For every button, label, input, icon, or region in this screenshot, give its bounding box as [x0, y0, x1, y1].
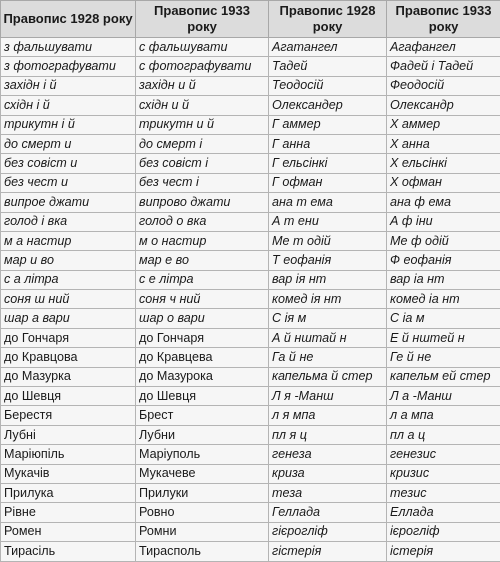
cell-1928-right: Тадей — [269, 57, 387, 76]
cell-1933-right: Х аммер — [387, 115, 500, 134]
cell-1928-right: Г анна — [269, 134, 387, 153]
cell-1933-right: Л а -Манш — [387, 387, 500, 406]
cell-1928-left: Рівне — [1, 503, 136, 522]
table-row — [1, 212, 500, 231]
table-row — [1, 96, 500, 115]
cell-1928-right: криза — [269, 464, 387, 483]
cell-1928-left: до Мазурка — [1, 367, 136, 386]
cell-1933-right: комед іа нт — [387, 290, 500, 309]
cell-1933-left: Прилуки — [136, 483, 269, 502]
cell-1928-right: Т еофанія — [269, 251, 387, 270]
cell-1933-left: голод о вка — [136, 212, 269, 231]
table-row — [1, 542, 500, 561]
cell-1928-left: мар и во — [1, 251, 136, 270]
cell-1933-right: Х офман — [387, 173, 500, 192]
cell-1928-right: С ія м — [269, 309, 387, 328]
cell-1933-right: Еллада — [387, 503, 500, 522]
cell-1933-right: Фадей і Тадей — [387, 57, 500, 76]
cell-1928-right: А й нштай н — [269, 328, 387, 347]
table-row — [1, 367, 500, 386]
cell-1933-left: до Кравцева — [136, 348, 269, 367]
cell-1928-right: Геллада — [269, 503, 387, 522]
table-row — [1, 173, 500, 192]
cell-1933-right: Ф еофанія — [387, 251, 500, 270]
cell-1933-right: Олександр — [387, 96, 500, 115]
cell-1928-left: до смерт и — [1, 134, 136, 153]
cell-1933-left: м о настир — [136, 231, 269, 250]
cell-1933-left: с фальшувати — [136, 38, 269, 57]
cell-1933-left: Брест — [136, 406, 269, 425]
table-row — [1, 57, 500, 76]
header-cell-1933-right: Правопис 1933 року — [387, 1, 500, 38]
cell-1933-left: с фотографувати — [136, 57, 269, 76]
cell-1928-left: Ромен — [1, 522, 136, 541]
table-row — [1, 464, 500, 483]
cell-1933-right: Х анна — [387, 134, 500, 153]
cell-1933-right: Е й нштей н — [387, 328, 500, 347]
cell-1928-right: Агатангел — [269, 38, 387, 57]
cell-1933-right: Феодосій — [387, 76, 500, 95]
table-row — [1, 134, 500, 153]
table-row — [1, 503, 500, 522]
cell-1928-left: Берестя — [1, 406, 136, 425]
header-row — [1, 1, 500, 38]
table-row — [1, 445, 500, 464]
table-row — [1, 328, 500, 347]
cell-1933-right: л а мпа — [387, 406, 500, 425]
header-cell-1933-left: Правопис 1933 року — [136, 1, 269, 38]
table-row — [1, 115, 500, 134]
table-row — [1, 76, 500, 95]
cell-1933-left: с е літра — [136, 270, 269, 289]
cell-1933-right: Х ельсінкі — [387, 154, 500, 173]
cell-1933-right: істерія — [387, 542, 500, 561]
cell-1928-right: генеза — [269, 445, 387, 464]
table-row — [1, 309, 500, 328]
cell-1928-right: Олександер — [269, 96, 387, 115]
cell-1928-right: Теодосій — [269, 76, 387, 95]
cell-1928-right: л я мпа — [269, 406, 387, 425]
cell-1933-right: ана ф ема — [387, 193, 500, 212]
cell-1928-right: капельма й стер — [269, 367, 387, 386]
cell-1933-left: до смерт і — [136, 134, 269, 153]
table-header — [1, 1, 500, 38]
cell-1928-right: теза — [269, 483, 387, 502]
table-row — [1, 290, 500, 309]
table-row — [1, 483, 500, 502]
table-row — [1, 348, 500, 367]
cell-1928-left: випрое джати — [1, 193, 136, 212]
cell-1933-left: соня ч ний — [136, 290, 269, 309]
cell-1933-right: генезис — [387, 445, 500, 464]
cell-1933-right: А ф іни — [387, 212, 500, 231]
cell-1928-right: ана т ема — [269, 193, 387, 212]
cell-1933-right: кризис — [387, 464, 500, 483]
cell-1933-right: С іа м — [387, 309, 500, 328]
cell-1928-left: м а настир — [1, 231, 136, 250]
cell-1928-right: Га й не — [269, 348, 387, 367]
table-row — [1, 154, 500, 173]
cell-1933-left: до Гончаря — [136, 328, 269, 347]
cell-1928-left: до Гончаря — [1, 328, 136, 347]
cell-1928-right: Г ельсінкі — [269, 154, 387, 173]
table-row — [1, 231, 500, 250]
table-row — [1, 406, 500, 425]
cell-1933-left: Тирасполь — [136, 542, 269, 561]
cell-1933-left: східн и й — [136, 96, 269, 115]
cell-1933-left: випрово джати — [136, 193, 269, 212]
cell-1933-left: трикутн и й — [136, 115, 269, 134]
table-body — [1, 38, 500, 562]
cell-1928-right: А т ени — [269, 212, 387, 231]
cell-1933-left: шар о вари — [136, 309, 269, 328]
cell-1928-right: Г офман — [269, 173, 387, 192]
cell-1928-left: східн і й — [1, 96, 136, 115]
cell-1928-left: Лубні — [1, 425, 136, 444]
cell-1928-right: комед ія нт — [269, 290, 387, 309]
cell-1928-left: шар а вари — [1, 309, 136, 328]
cell-1928-right: вар ія нт — [269, 270, 387, 289]
cell-1933-left: мар е во — [136, 251, 269, 270]
cell-1933-left: без совіст і — [136, 154, 269, 173]
cell-1928-left: до Шевця — [1, 387, 136, 406]
table-row — [1, 251, 500, 270]
cell-1928-right: Ме т одій — [269, 231, 387, 250]
cell-1933-left: Ровно — [136, 503, 269, 522]
header-cell-1928-right: Правопис 1928 року — [269, 1, 387, 38]
cell-1928-left: з фотографувати — [1, 57, 136, 76]
cell-1928-right: Л я -Манш — [269, 387, 387, 406]
table-row — [1, 425, 500, 444]
cell-1933-left: Маріуполь — [136, 445, 269, 464]
cell-1933-right: капельм ей стер — [387, 367, 500, 386]
table-row — [1, 270, 500, 289]
cell-1928-left: голод і вка — [1, 212, 136, 231]
table-row — [1, 38, 500, 57]
cell-1928-left: Мукачів — [1, 464, 136, 483]
cell-1933-right: Ме ф одій — [387, 231, 500, 250]
cell-1928-left: до Кравцова — [1, 348, 136, 367]
cell-1933-left: Ромни — [136, 522, 269, 541]
cell-1933-right: тезис — [387, 483, 500, 502]
cell-1928-left: с а літра — [1, 270, 136, 289]
cell-1928-right: гістерія — [269, 542, 387, 561]
cell-1933-right: пл а ц — [387, 425, 500, 444]
cell-1928-left: Маріюпіль — [1, 445, 136, 464]
cell-1933-left: західн и й — [136, 76, 269, 95]
cell-1933-left: до Шевця — [136, 387, 269, 406]
cell-1928-right: пл я ц — [269, 425, 387, 444]
cell-1933-left: Мукачеве — [136, 464, 269, 483]
cell-1928-left: західн і й — [1, 76, 136, 95]
cell-1933-left: Лубни — [136, 425, 269, 444]
cell-1933-right: Ге й не — [387, 348, 500, 367]
cell-1928-left: трикутн і й — [1, 115, 136, 134]
cell-1928-left: Прилука — [1, 483, 136, 502]
cell-1933-left: без чест і — [136, 173, 269, 192]
cell-1928-left: соня ш ний — [1, 290, 136, 309]
cell-1933-right: ієрогліф — [387, 522, 500, 541]
cell-1928-left: без совіст и — [1, 154, 136, 173]
table-row — [1, 387, 500, 406]
cell-1933-right: Агафангел — [387, 38, 500, 57]
cell-1928-left: без чест и — [1, 173, 136, 192]
cell-1928-left: з фальшувати — [1, 38, 136, 57]
header-cell-1928-left: Правопис 1928 року — [1, 1, 136, 38]
cell-1933-left: до Мазурока — [136, 367, 269, 386]
table-row — [1, 193, 500, 212]
cell-1928-left: Тирасіль — [1, 542, 136, 561]
cell-1933-right: вар іа нт — [387, 270, 500, 289]
cell-1928-right: Г аммер — [269, 115, 387, 134]
table-row — [1, 522, 500, 541]
cell-1928-right: гієрогліф — [269, 522, 387, 541]
